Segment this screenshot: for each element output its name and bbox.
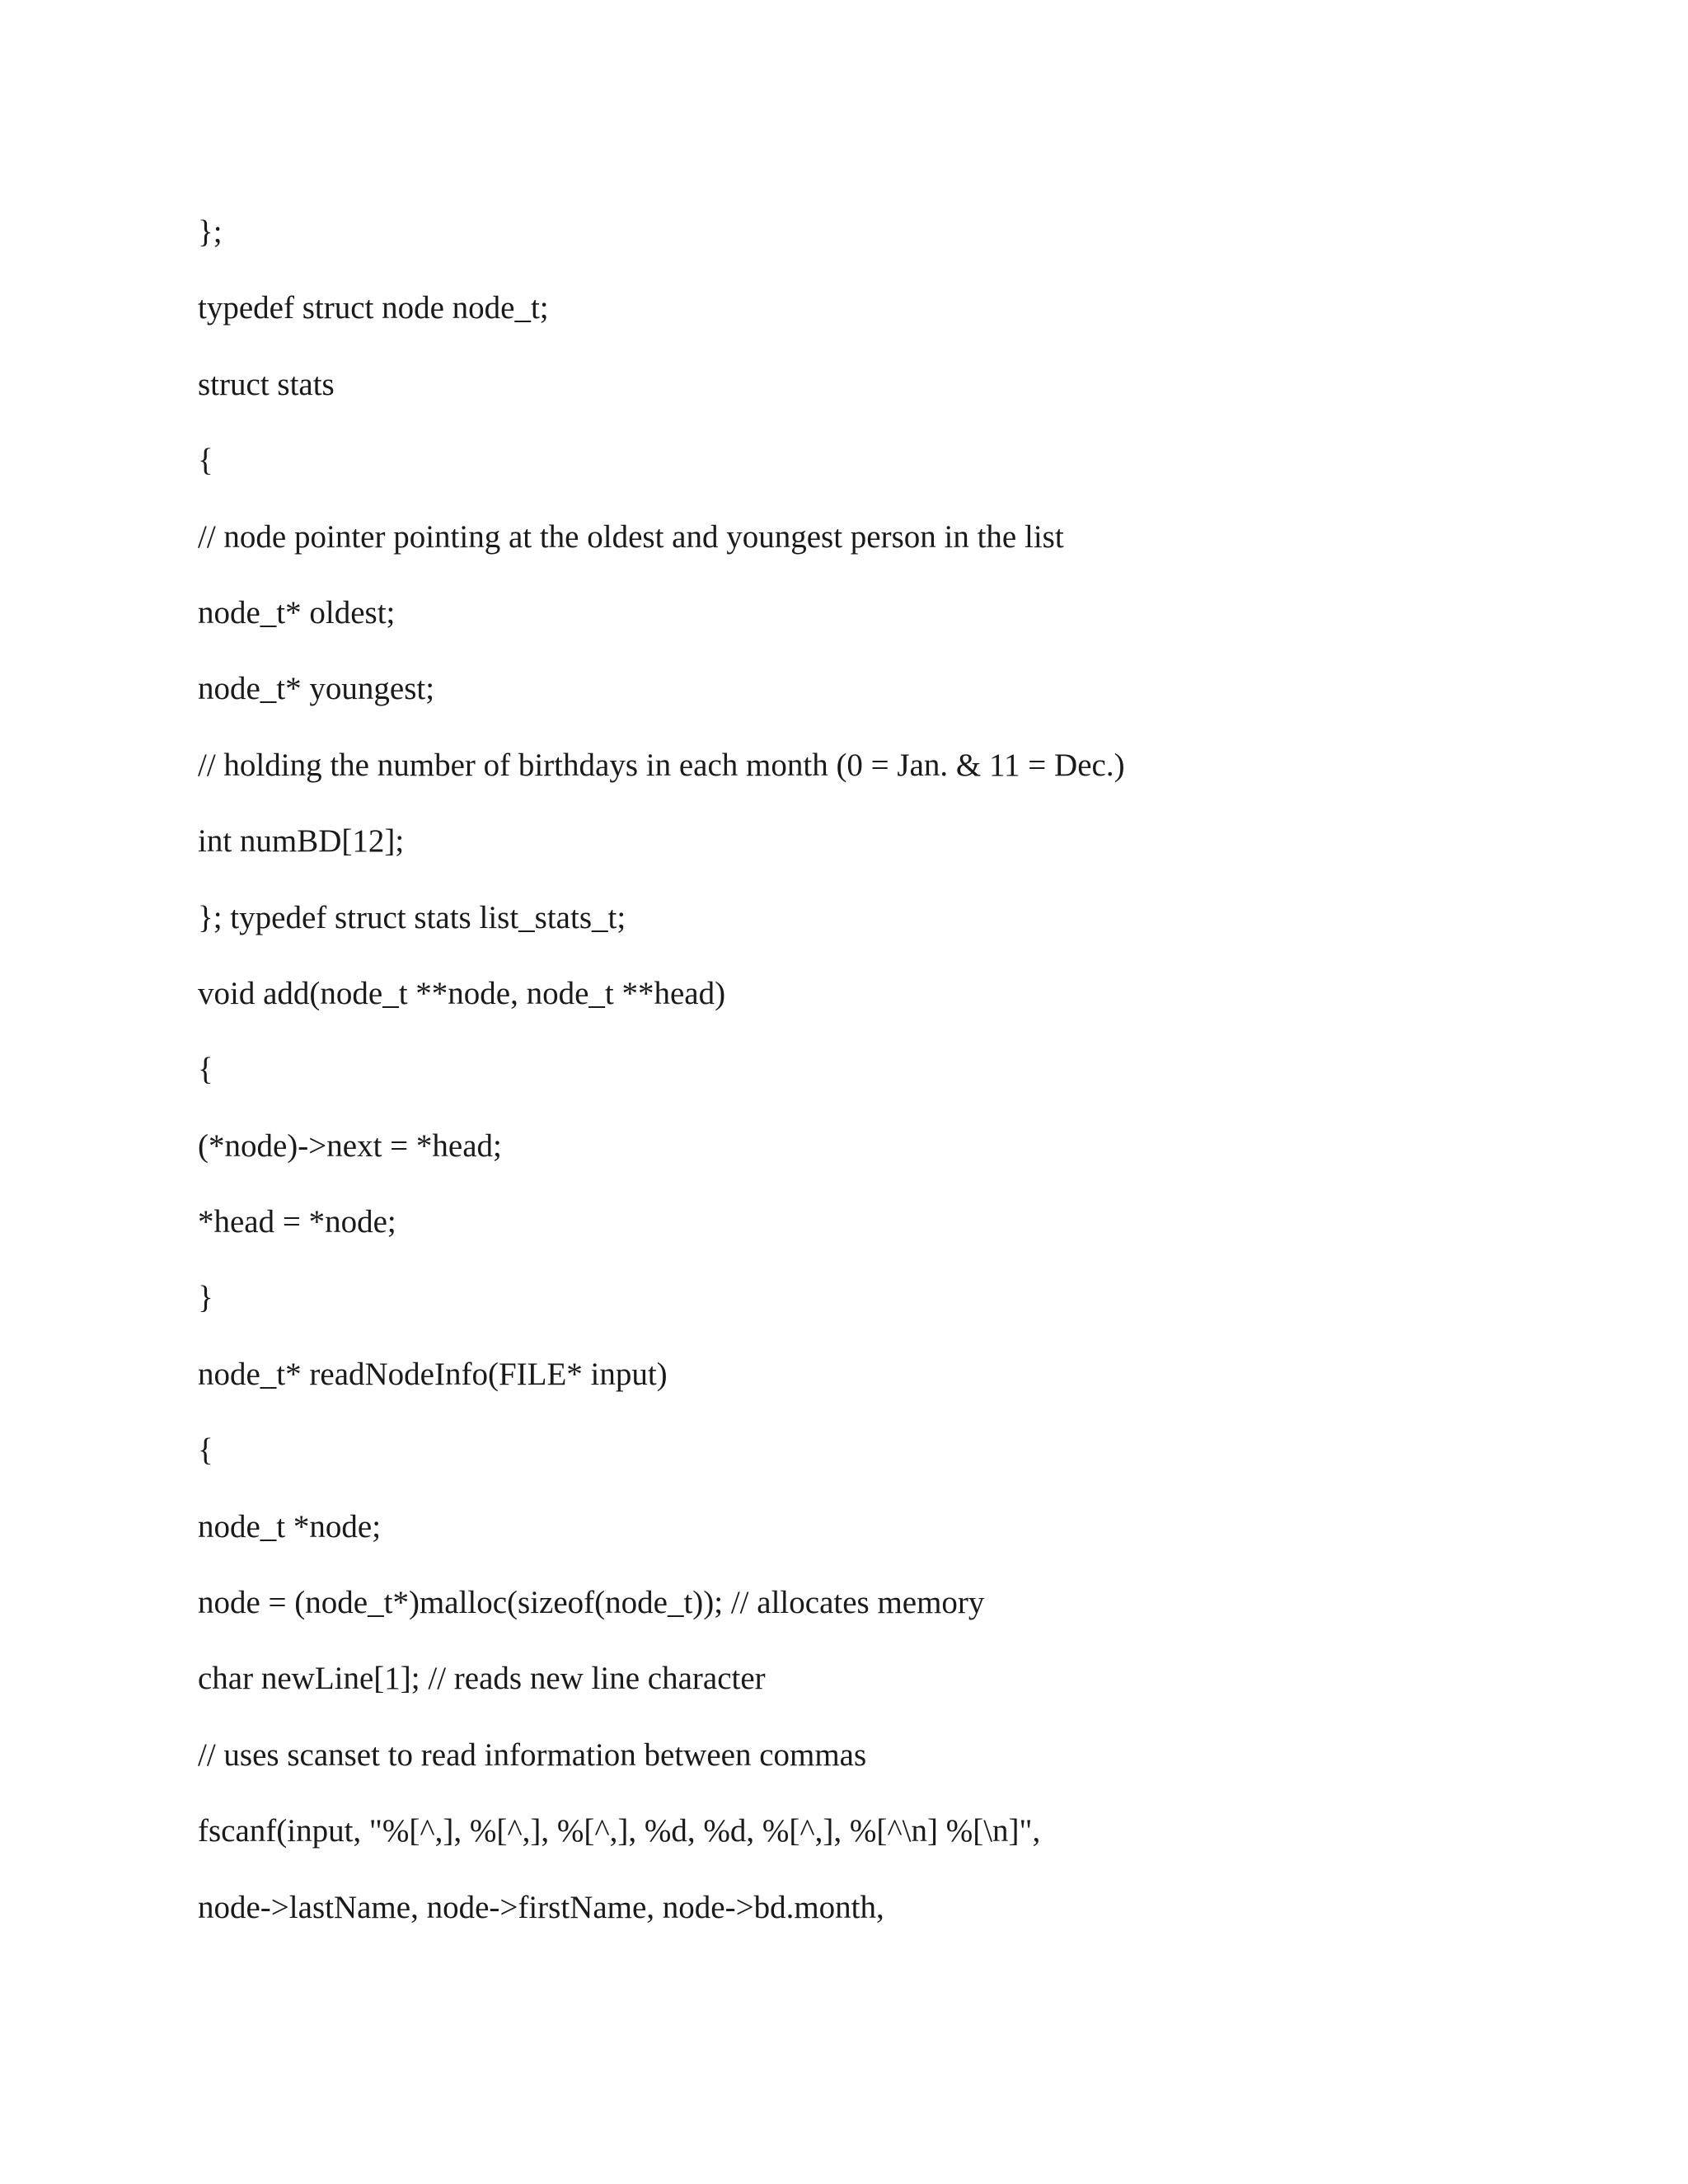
document-line: node->lastName, node->firstName, node->bd.month, (198, 1889, 884, 1925)
document-line: typedef struct node node_t; (198, 290, 549, 326)
document-line: { (198, 1432, 213, 1469)
document-line: }; typedef struct stats list_stats_t; (198, 899, 626, 935)
document-line: } (198, 1280, 213, 1316)
document-line: node_t* oldest; (198, 594, 396, 630)
document-line: char newLine[1]; // reads new line character (198, 1661, 766, 1697)
document-body (198, 194, 1615, 1946)
document-line: node_t* readNodeInfo(FILE* input) (198, 1356, 668, 1392)
document-line: { (198, 443, 213, 479)
document-line: int numBD[12]; (198, 823, 405, 860)
document-line: (*node)->next = *head; (198, 1127, 502, 1164)
document-line: node = (node_t*)malloc(sizeof(node_t)); // allocates memory (198, 1585, 985, 1621)
document-line: }; (198, 214, 223, 250)
document-line: node_t *node; (198, 1508, 382, 1544)
document-line: fscanf(input, "%[^,], %[^,], %[^,], %d, %d, %[^,], %[^\n] %[\n]", (198, 1813, 1041, 1849)
document-line: { (198, 1052, 213, 1088)
document-line: node_t* youngest; (198, 671, 435, 707)
document-line: void add(node_t **node, node_t **head) (198, 975, 726, 1011)
document-line: // uses scanset to read information between commas (198, 1736, 867, 1773)
document-line: struct stats (198, 366, 335, 402)
document-line: // holding the number of birthdays in each month (0 = Jan. & 11 = Dec.) (198, 747, 1125, 783)
document-line: *head = *node; (198, 1204, 396, 1240)
document-line: // node pointer pointing at the oldest and youngest person in the list (198, 518, 1064, 555)
